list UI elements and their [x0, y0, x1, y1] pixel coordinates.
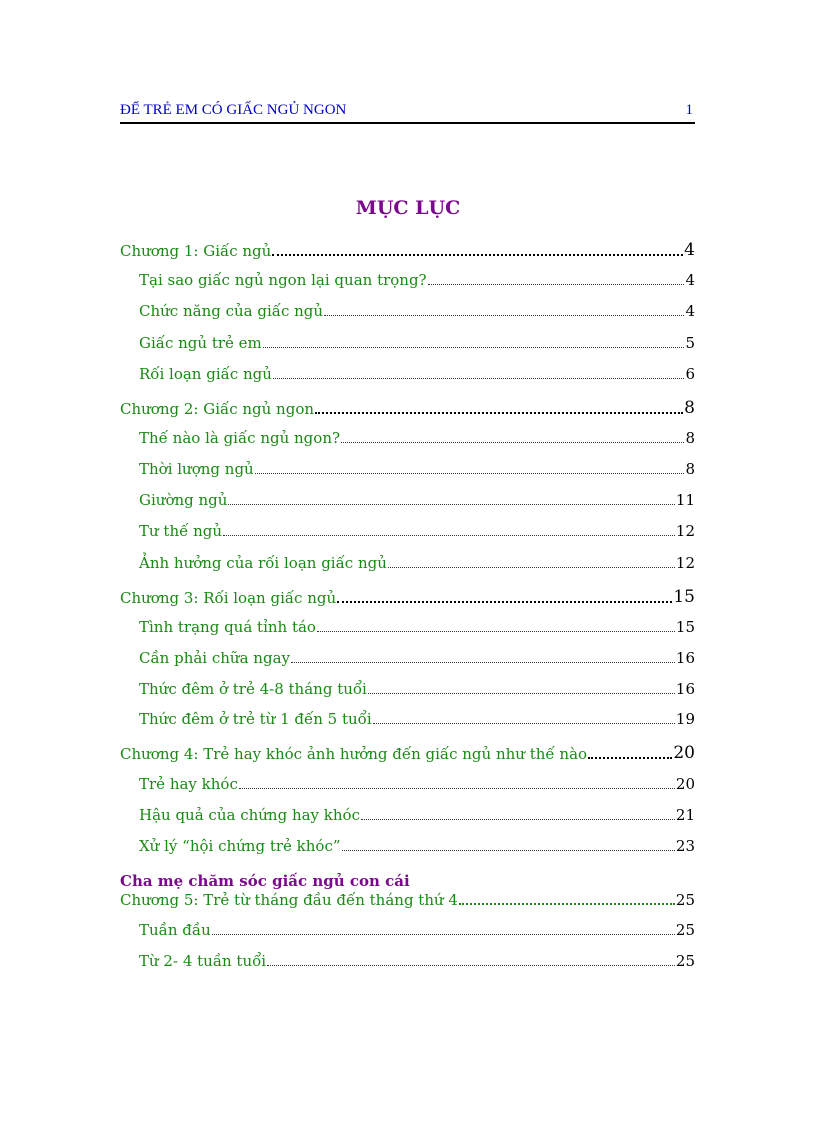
toc-dot-leader: [272, 253, 683, 256]
toc-entry-page: 15: [675, 618, 695, 636]
toc-entry-label: Hậu quả của chứng hay khóc: [139, 806, 360, 824]
toc-entry-label: Thế nào là giấc ngủ ngon?: [139, 429, 341, 447]
toc-entry[interactable]: [139, 649, 695, 667]
toc-entry-page: 11: [675, 491, 695, 509]
toc-dot-leader: [223, 534, 675, 536]
toc-entry-label: Tại sao giấc ngủ ngon lại quan trọng?: [139, 271, 427, 289]
toc-entry-label: Chương 3: Rối loạn giấc ngủ: [120, 589, 337, 607]
toc-entry[interactable]: [120, 891, 695, 909]
toc-dot-leader: [342, 849, 675, 851]
section-heading: Cha mẹ chăm sóc giấc ngủ con cái: [120, 872, 410, 890]
toc-dot-leader: [228, 503, 674, 505]
toc-dot-leader: [337, 600, 672, 603]
toc-entry-label: Rối loạn giấc ngủ: [139, 365, 272, 383]
toc-entry[interactable]: [139, 491, 695, 509]
toc-entry-label: Giường ngủ: [139, 491, 228, 509]
toc-entry-label: Thức đêm ở trẻ từ 1 đến 5 tuổi: [139, 710, 372, 728]
page-header: [120, 100, 695, 124]
toc-entry[interactable]: [120, 587, 695, 607]
toc-entry[interactable]: [139, 952, 695, 970]
toc-dot-leader: [255, 472, 685, 474]
toc-entry-page: 16: [675, 649, 695, 667]
toc-entry-page: 23: [675, 837, 695, 855]
toc-dot-leader: [239, 787, 675, 789]
toc-entry[interactable]: [139, 837, 695, 855]
toc-entry-page: 25: [675, 921, 695, 939]
toc-dot-leader: [588, 756, 672, 759]
header-page-number: 1: [685, 102, 693, 118]
toc-entry-label: Tình trạng quá tỉnh táo: [139, 618, 316, 636]
toc-entry-page: 20: [675, 775, 695, 793]
toc-dot-leader: [388, 566, 675, 568]
toc-dot-leader: [315, 411, 683, 414]
toc-entry-page: 12: [675, 522, 695, 540]
toc-entry[interactable]: [139, 271, 695, 289]
toc-entry-label: Chương 2: Giấc ngủ ngon: [120, 400, 315, 418]
toc-entry[interactable]: [120, 743, 695, 763]
toc-entry[interactable]: [139, 334, 695, 352]
toc-entry[interactable]: [139, 302, 695, 320]
toc-entry[interactable]: [139, 429, 695, 447]
toc-entry-label: Cần phải chữa ngay: [139, 649, 290, 667]
toc-entry-label: Thức đêm ở trẻ 4-8 tháng tuổi: [139, 680, 367, 698]
toc-entry[interactable]: [139, 710, 695, 728]
toc-dot-leader: [317, 630, 675, 632]
toc-entry-page: 25: [675, 891, 695, 909]
toc-entry-label: Xử lý “hội chứng trẻ khóc”: [139, 837, 341, 855]
toc-entry-page: 19: [675, 710, 695, 728]
toc-entry-page: 4: [685, 302, 695, 320]
toc-entry-label: Thời lượng ngủ: [139, 460, 254, 478]
toc-dot-leader: [459, 902, 675, 905]
toc-entry[interactable]: [139, 522, 695, 540]
toc-entry-page: 15: [673, 587, 695, 607]
toc-dot-leader: [267, 964, 675, 966]
toc-entry[interactable]: [139, 775, 695, 793]
toc-entry-label: Từ 2- 4 tuần tuổi: [139, 952, 267, 970]
toc-dot-leader: [428, 283, 685, 285]
toc-entry-label: Tư thế ngủ: [139, 522, 223, 540]
toc-entry[interactable]: [120, 240, 695, 260]
toc-entry-page: 20: [673, 743, 695, 763]
toc-entry-label: Chương 1: Giấc ngủ: [120, 242, 272, 260]
toc-dot-leader: [212, 933, 675, 935]
toc-dot-leader: [273, 377, 685, 379]
header-title: ĐỂ TRẺ EM CÓ GIẤC NGỦ NGON: [120, 102, 347, 118]
toc-entry[interactable]: [139, 618, 695, 636]
toc-title: MỤC LỤC: [355, 197, 461, 219]
toc-entry-page: 8: [685, 460, 695, 478]
toc-entry-page: 8: [685, 429, 695, 447]
toc-entry-page: 4: [685, 271, 695, 289]
toc-entry-label: Ảnh hưởng của rối loạn giấc ngủ: [139, 554, 387, 572]
toc-entry-page: 25: [675, 952, 695, 970]
toc-entry[interactable]: [139, 554, 695, 572]
toc-dot-leader: [341, 441, 684, 443]
toc-dot-leader: [361, 818, 675, 820]
toc-entry-page: 8: [684, 398, 695, 418]
toc-entry[interactable]: [139, 921, 695, 939]
toc-entry[interactable]: [139, 680, 695, 698]
toc-entry-page: 12: [675, 554, 695, 572]
toc-dot-leader: [373, 722, 675, 724]
toc-entry-page: 4: [684, 240, 695, 260]
toc-entry-label: Chương 5: Trẻ từ tháng đầu đến tháng thứ 4: [120, 891, 458, 909]
toc-entry-label: Chức năng của giấc ngủ: [139, 302, 324, 320]
toc-dot-leader: [368, 692, 675, 694]
toc-dot-leader: [291, 661, 675, 663]
toc-entry-label: Tuần đầu: [139, 921, 211, 939]
toc-entry[interactable]: [120, 398, 695, 418]
toc-dot-leader: [263, 346, 685, 348]
toc-entry-label: Giấc ngủ trẻ em: [139, 334, 262, 352]
toc-entry-label: Chương 4: Trẻ hay khóc ảnh hưởng đến giấc ngủ như thế nào: [120, 745, 588, 763]
toc-entry[interactable]: [139, 365, 695, 383]
toc-dot-leader: [324, 314, 684, 316]
toc-entry-page: 6: [685, 365, 695, 383]
toc-entry-page: 5: [685, 334, 695, 352]
toc-entry-page: 16: [675, 680, 695, 698]
toc-entry-label: Trẻ hay khóc: [139, 775, 238, 793]
toc-entry[interactable]: [139, 460, 695, 478]
toc-entry-page: 21: [675, 806, 695, 824]
toc-entry[interactable]: [139, 806, 695, 824]
